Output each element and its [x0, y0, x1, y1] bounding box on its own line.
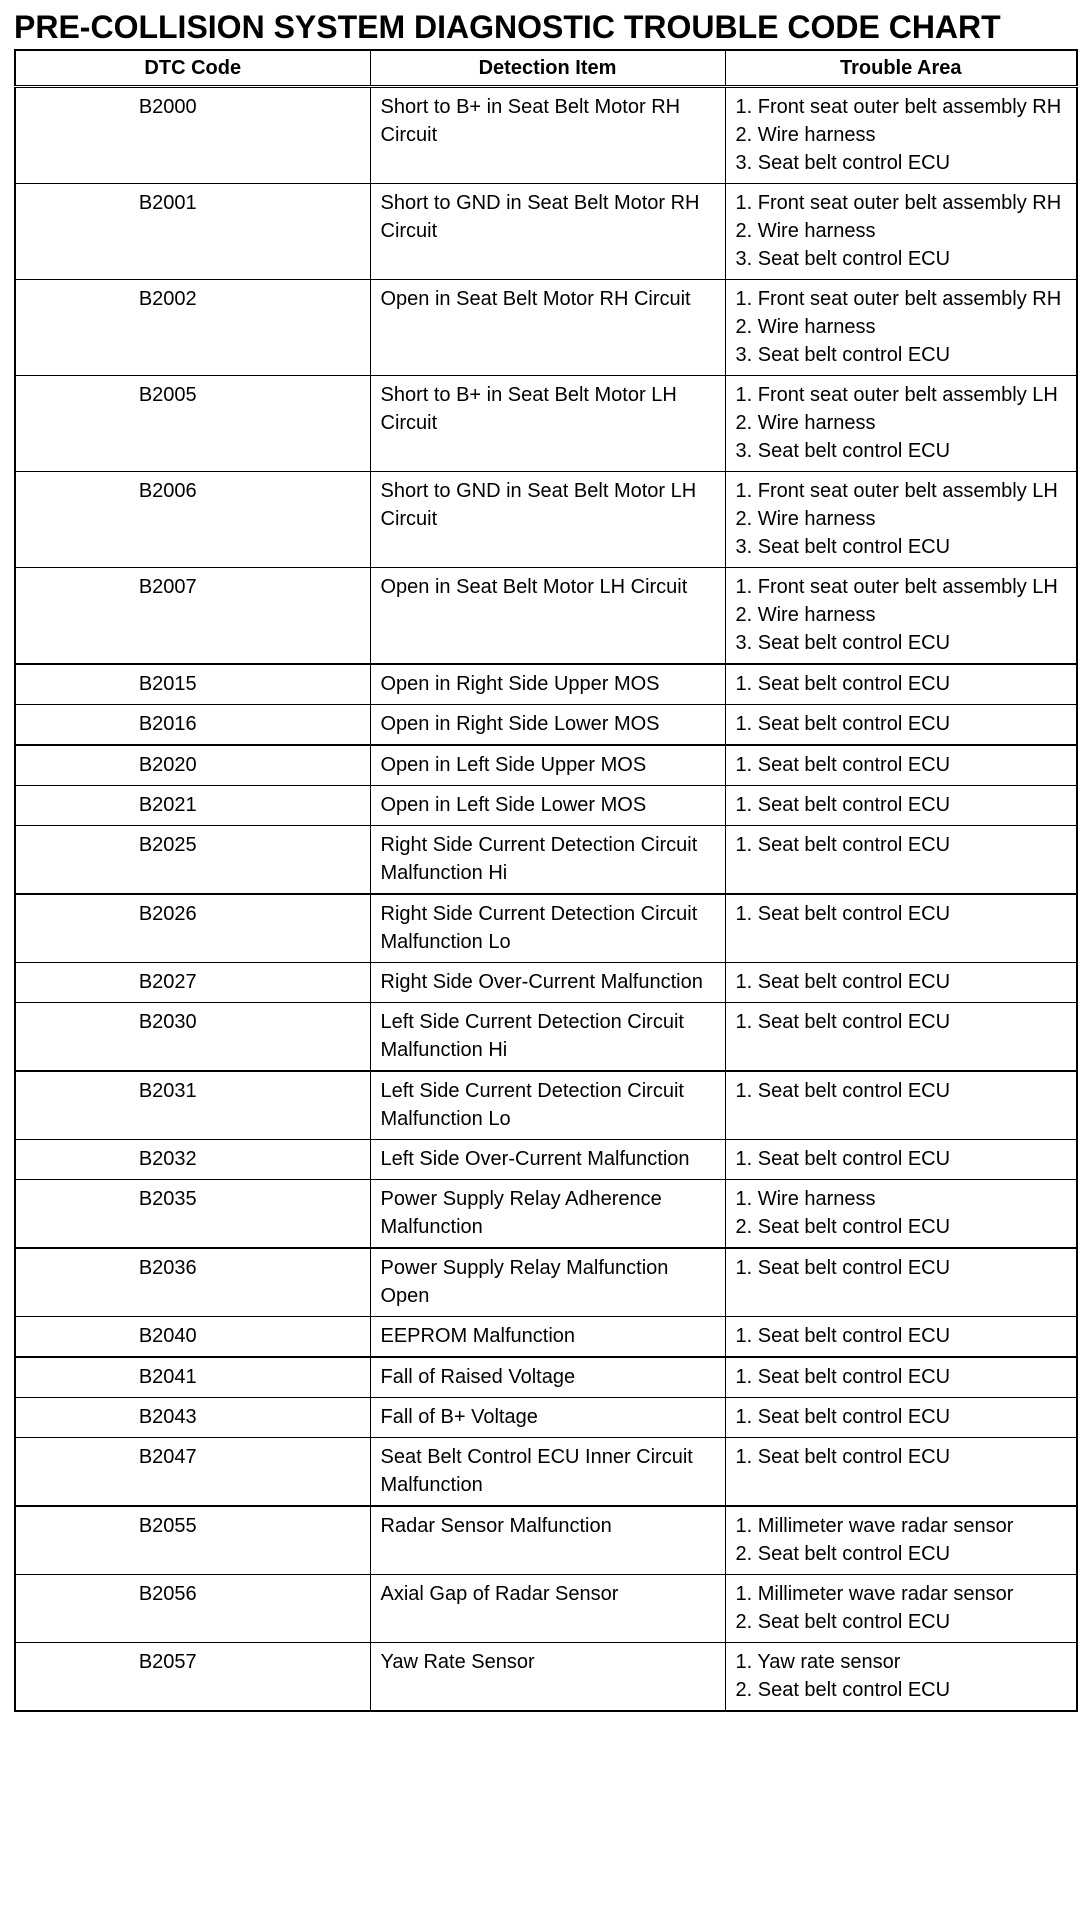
trouble-area-line: 1. Front seat outer belt assembly RH — [735, 288, 1062, 310]
trouble-area-line: 1. Seat belt control ECU — [735, 834, 951, 856]
column-header-detection-item: Detection Item — [370, 50, 725, 87]
dtc-code-cell: B2025 — [15, 826, 370, 895]
trouble-area-line: 1. Front seat outer belt assembly LH — [735, 480, 1058, 502]
trouble-area-line: 3. Seat belt control ECU — [735, 536, 951, 558]
dtc-code-cell: B2043 — [15, 1398, 370, 1438]
trouble-area-cell — [725, 786, 1077, 826]
trouble-area-line: 1. Seat belt control ECU — [735, 794, 951, 816]
table-row — [15, 1071, 1077, 1140]
table-row — [15, 786, 1077, 826]
trouble-area-cell — [725, 963, 1077, 1003]
dtc-code-cell: B2040 — [15, 1317, 370, 1358]
detection-item-cell: Power Supply Relay Malfunction Open — [370, 1248, 725, 1317]
page-title: PRE-COLLISION SYSTEM DIAGNOSTIC TROUBLE CODE CHART — [14, 9, 1001, 45]
table-row — [15, 894, 1077, 963]
dtc-code-cell: B2000 — [15, 87, 370, 184]
detection-item-cell: Short to B+ in Seat Belt Motor RH Circuit — [370, 87, 725, 184]
table-body — [15, 87, 1077, 1712]
detection-item-cell: Seat Belt Control ECU Inner Circuit Malfunction — [370, 1438, 725, 1507]
trouble-area-line: 2. Seat belt control ECU — [735, 1543, 951, 1565]
trouble-area-cell — [725, 1003, 1077, 1072]
trouble-area-line: 1. Wire harness — [735, 1188, 876, 1210]
detection-item-cell: Radar Sensor Malfunction — [370, 1506, 725, 1575]
trouble-area-line: 1. Seat belt control ECU — [735, 1148, 951, 1170]
table-row — [15, 1643, 1077, 1712]
table-row — [15, 376, 1077, 472]
table-row — [15, 1140, 1077, 1180]
detection-item-cell: Left Side Over-Current Malfunction — [370, 1140, 725, 1180]
table-row — [15, 705, 1077, 746]
detection-item-cell: Open in Left Side Upper MOS — [370, 745, 725, 786]
dtc-code-cell: B2031 — [15, 1071, 370, 1140]
trouble-area-cell — [725, 894, 1077, 963]
dtc-code-cell: B2032 — [15, 1140, 370, 1180]
table-row — [15, 1438, 1077, 1507]
dtc-code-cell: B2056 — [15, 1575, 370, 1643]
trouble-area-line: 1. Front seat outer belt assembly LH — [735, 384, 1058, 406]
trouble-area-cell — [725, 1071, 1077, 1140]
trouble-area-line: 1. Yaw rate sensor — [735, 1651, 901, 1673]
detection-item-cell: Fall of Raised Voltage — [370, 1357, 725, 1398]
trouble-area-line: 1. Seat belt control ECU — [735, 1406, 951, 1428]
trouble-area-line: 1. Seat belt control ECU — [735, 1080, 951, 1102]
dtc-code-cell: B2027 — [15, 963, 370, 1003]
trouble-area-cell — [725, 1575, 1077, 1643]
dtc-code-cell: B2041 — [15, 1357, 370, 1398]
table-row — [15, 664, 1077, 705]
table-row — [15, 1317, 1077, 1358]
detection-item-cell: Short to GND in Seat Belt Motor LH Circuit — [370, 472, 725, 568]
trouble-area-cell — [725, 472, 1077, 568]
dtc-code-cell: B2001 — [15, 184, 370, 280]
column-header-dtc-code: DTC Code — [15, 50, 370, 87]
trouble-area-line: 1. Seat belt control ECU — [735, 713, 951, 735]
dtc-code-cell: B2057 — [15, 1643, 370, 1712]
detection-item-cell: Open in Seat Belt Motor RH Circuit — [370, 280, 725, 376]
trouble-area-line: 1. Front seat outer belt assembly RH — [735, 96, 1062, 118]
trouble-area-line: 2. Wire harness — [735, 316, 876, 338]
trouble-area-cell — [725, 568, 1077, 665]
dtc-code-cell: B2015 — [15, 664, 370, 705]
trouble-area-line: 2. Wire harness — [735, 508, 876, 530]
trouble-area-line: 1. Seat belt control ECU — [735, 1325, 951, 1347]
table-row — [15, 184, 1077, 280]
table-row — [15, 826, 1077, 895]
dtc-code-cell: B2030 — [15, 1003, 370, 1072]
trouble-area-line: 1. Front seat outer belt assembly LH — [735, 576, 1058, 598]
dtc-code-cell: B2036 — [15, 1248, 370, 1317]
trouble-area-cell — [725, 1248, 1077, 1317]
trouble-area-cell — [725, 1180, 1077, 1249]
trouble-area-line: 1. Seat belt control ECU — [735, 971, 951, 993]
trouble-area-cell — [725, 1506, 1077, 1575]
detection-item-cell: Right Side Over-Current Malfunction — [370, 963, 725, 1003]
trouble-area-line: 1. Seat belt control ECU — [735, 903, 951, 925]
detection-item-cell: Right Side Current Detection Circuit Malfunction Hi — [370, 826, 725, 895]
trouble-area-cell — [725, 376, 1077, 472]
trouble-area-line: 1. Seat belt control ECU — [735, 1257, 951, 1279]
trouble-area-line: 3. Seat belt control ECU — [735, 152, 951, 174]
trouble-area-line: 1. Seat belt control ECU — [735, 1446, 951, 1468]
detection-item-cell: Left Side Current Detection Circuit Malfunction Lo — [370, 1071, 725, 1140]
trouble-area-line: 2. Seat belt control ECU — [735, 1679, 951, 1701]
detection-item-cell: Right Side Current Detection Circuit Malfunction Lo — [370, 894, 725, 963]
table-row — [15, 1180, 1077, 1249]
dtc-code-cell: B2035 — [15, 1180, 370, 1249]
table-row — [15, 1357, 1077, 1398]
trouble-area-line: 2. Wire harness — [735, 220, 876, 242]
dtc-code-cell: B2006 — [15, 472, 370, 568]
trouble-area-cell — [725, 1140, 1077, 1180]
dtc-code-cell: B2007 — [15, 568, 370, 665]
detection-item-cell: Open in Seat Belt Motor LH Circuit — [370, 568, 725, 665]
trouble-area-line: 1. Millimeter wave radar sensor — [735, 1515, 1014, 1537]
trouble-area-cell — [725, 1398, 1077, 1438]
dtc-code-cell: B2021 — [15, 786, 370, 826]
trouble-area-line: 1. Seat belt control ECU — [735, 754, 951, 776]
dtc-code-cell: B2026 — [15, 894, 370, 963]
table-row — [15, 280, 1077, 376]
trouble-area-line: 1. Front seat outer belt assembly RH — [735, 192, 1062, 214]
trouble-area-cell — [725, 1438, 1077, 1507]
trouble-area-line: 1. Seat belt control ECU — [735, 673, 951, 695]
trouble-area-line: 3. Seat belt control ECU — [735, 440, 951, 462]
trouble-area-cell — [725, 745, 1077, 786]
trouble-area-line: 1. Seat belt control ECU — [735, 1011, 951, 1033]
trouble-area-cell — [725, 705, 1077, 746]
table-row — [15, 1575, 1077, 1643]
table-row — [15, 1398, 1077, 1438]
table-header-row — [15, 50, 1077, 87]
table-row — [15, 568, 1077, 665]
detection-item-cell: EEPROM Malfunction — [370, 1317, 725, 1358]
trouble-area-line: 1. Millimeter wave radar sensor — [735, 1583, 1014, 1605]
table-row — [15, 472, 1077, 568]
table-row — [15, 745, 1077, 786]
trouble-area-line: 2. Wire harness — [735, 604, 876, 626]
detection-item-cell: Left Side Current Detection Circuit Malfunction Hi — [370, 1003, 725, 1072]
detection-item-cell: Open in Left Side Lower MOS — [370, 786, 725, 826]
detection-item-cell: Short to GND in Seat Belt Motor RH Circuit — [370, 184, 725, 280]
trouble-area-line: 2. Wire harness — [735, 412, 876, 434]
trouble-area-cell — [725, 280, 1077, 376]
table-row — [15, 963, 1077, 1003]
detection-item-cell: Fall of B+ Voltage — [370, 1398, 725, 1438]
trouble-area-cell — [725, 664, 1077, 705]
trouble-area-line: 2. Seat belt control ECU — [735, 1216, 951, 1238]
trouble-area-cell — [725, 1357, 1077, 1398]
dtc-code-cell: B2016 — [15, 705, 370, 746]
table-row — [15, 1248, 1077, 1317]
table-row — [15, 87, 1077, 184]
table-row — [15, 1506, 1077, 1575]
dtc-table — [14, 49, 1078, 1712]
trouble-area-cell — [725, 184, 1077, 280]
detection-item-cell: Power Supply Relay Adherence Malfunction — [370, 1180, 725, 1249]
trouble-area-line: 3. Seat belt control ECU — [735, 344, 951, 366]
trouble-area-line: 2. Wire harness — [735, 124, 876, 146]
trouble-area-line: 3. Seat belt control ECU — [735, 632, 951, 654]
detection-item-cell: Open in Right Side Lower MOS — [370, 705, 725, 746]
trouble-area-line: 2. Seat belt control ECU — [735, 1611, 951, 1633]
detection-item-cell: Yaw Rate Sensor — [370, 1643, 725, 1712]
dtc-code-cell: B2005 — [15, 376, 370, 472]
dtc-code-cell: B2002 — [15, 280, 370, 376]
dtc-code-cell: B2047 — [15, 1438, 370, 1507]
trouble-area-cell — [725, 1643, 1077, 1712]
detection-item-cell: Short to B+ in Seat Belt Motor LH Circuit — [370, 376, 725, 472]
table-row — [15, 1003, 1077, 1072]
column-header-trouble-area: Trouble Area — [725, 50, 1077, 87]
trouble-area-line: 1. Seat belt control ECU — [735, 1366, 951, 1388]
trouble-area-cell — [725, 1317, 1077, 1358]
dtc-code-cell: B2020 — [15, 745, 370, 786]
detection-item-cell: Open in Right Side Upper MOS — [370, 664, 725, 705]
detection-item-cell: Axial Gap of Radar Sensor — [370, 1575, 725, 1643]
trouble-area-line: 3. Seat belt control ECU — [735, 248, 951, 270]
trouble-area-cell — [725, 87, 1077, 184]
dtc-code-cell: B2055 — [15, 1506, 370, 1575]
trouble-area-cell — [725, 826, 1077, 895]
